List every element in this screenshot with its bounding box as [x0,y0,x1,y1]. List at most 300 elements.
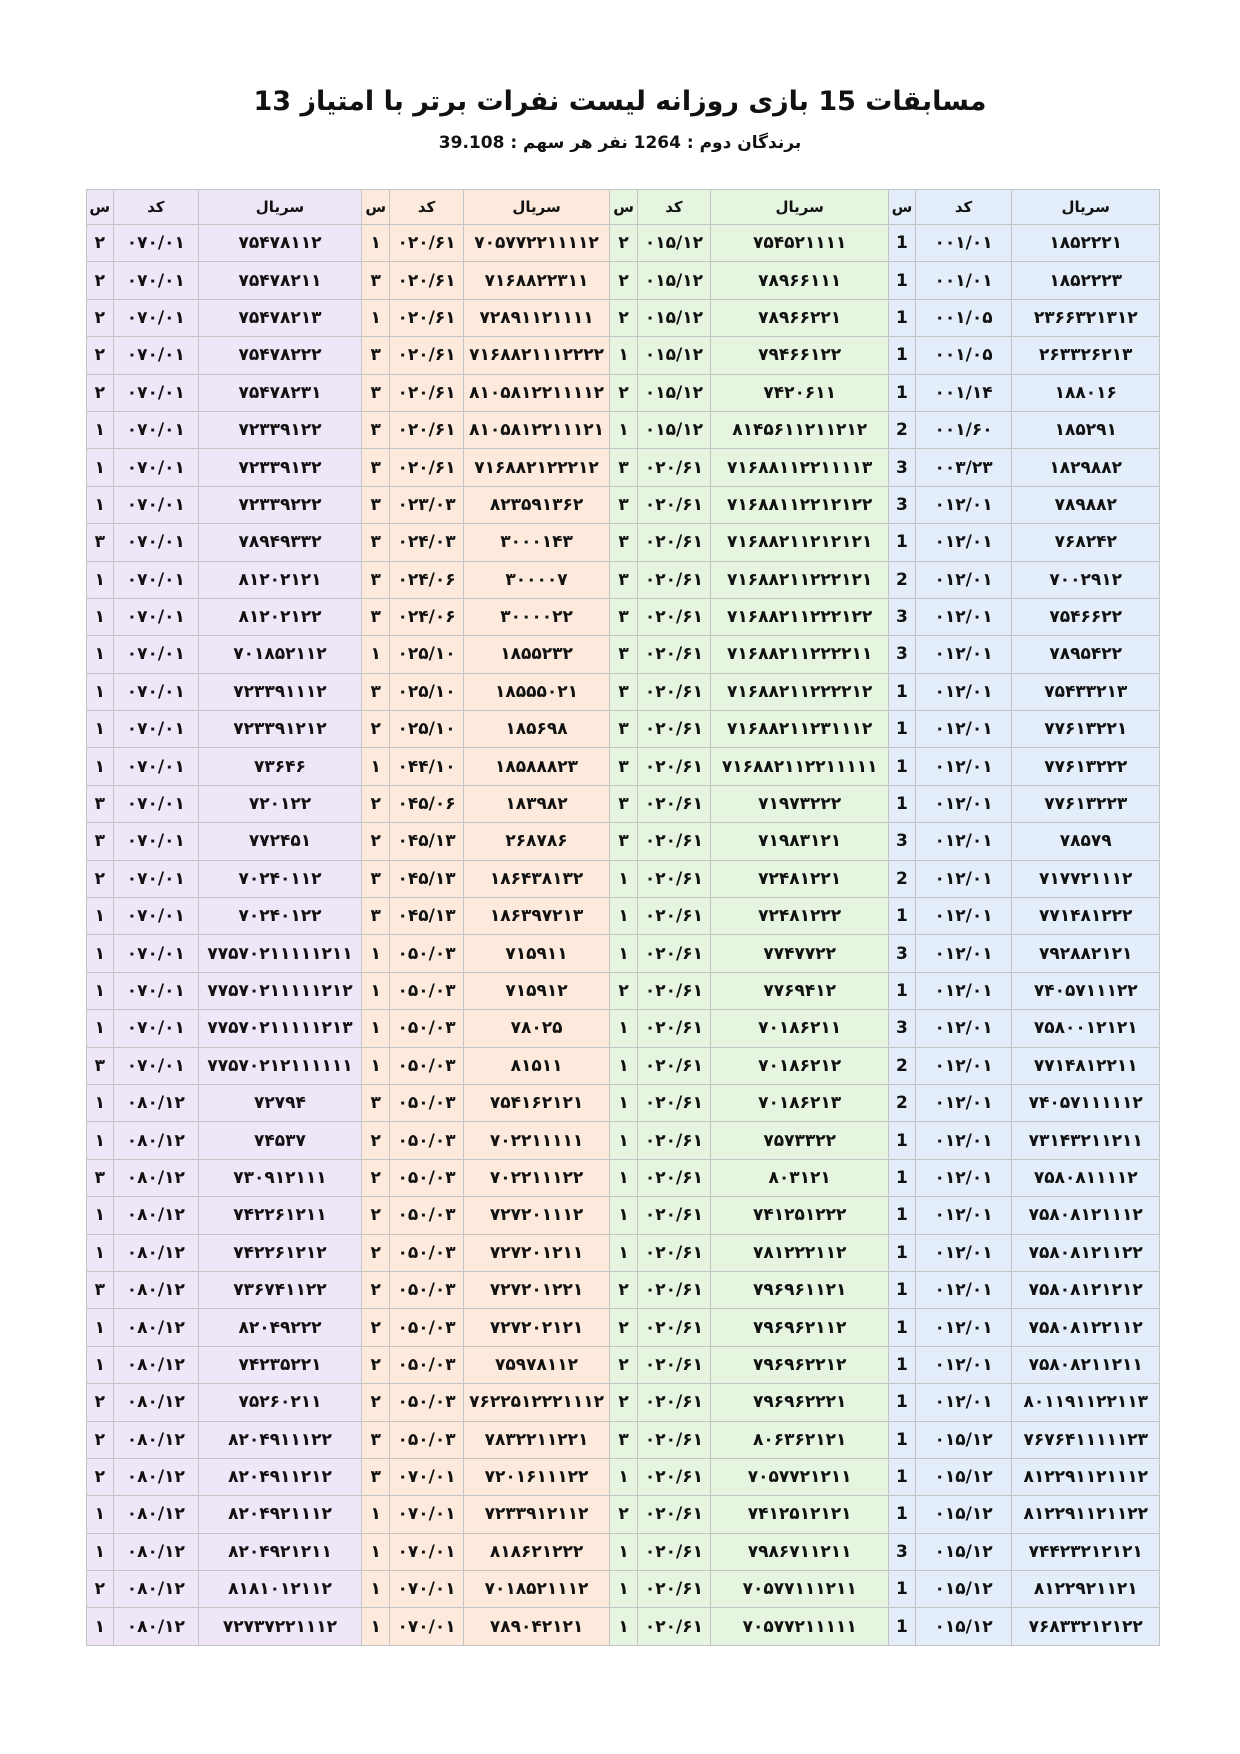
s-cell: 1 [889,524,915,561]
serial-cell: ۷۵۸۰۸۱۲۱۲۱۲ [1012,1271,1160,1308]
s-cell: ۲ [610,1271,637,1308]
header-s: س [361,190,390,225]
s-cell: ۳ [610,748,637,785]
code-cell: ۰۲۰/۶۱ [390,225,463,262]
s-cell: ۱ [87,935,114,972]
s-cell: ۳ [361,449,390,486]
s-cell: ۱ [610,1084,637,1121]
serial-cell: ۷۸۹۴۹۳۳۲ [199,524,362,561]
code-cell: ۰۲۴/۰۶ [390,598,463,635]
serial-cell: ۷۷۶۱۳۲۲۱ [1012,711,1160,748]
s-cell: ۱ [361,1608,390,1645]
code-cell: ۰۲۵/۱۰ [390,711,463,748]
s-cell: ۱ [87,972,114,1009]
code-cell: ۰۲۰/۶۱ [637,935,710,972]
s-cell: 1 [889,898,915,935]
code-cell: ۰۱۲/۰۱ [915,898,1012,935]
s-cell: ۲ [87,337,114,374]
header-code: کد [113,190,199,225]
s-cell: 1 [889,1608,915,1645]
s-cell: ۳ [610,449,637,486]
s-cell: ۱ [87,1010,114,1047]
s-cell: 3 [889,1010,915,1047]
table-row [87,524,1160,561]
serial-cell: ۷۲۷۲۰۱۲۱۱ [463,1234,610,1271]
serial-cell: ۷۴۰۵۷۱۱۱۱۱۲ [1012,1084,1160,1121]
serial-cell: ۷۹۶۹۶۲۱۱۲ [711,1309,889,1346]
s-cell: ۱ [87,1084,114,1121]
s-cell: 1 [889,299,915,336]
s-cell: ۲ [610,225,637,262]
code-cell: ۰۷۰/۰۱ [113,1047,199,1084]
serial-cell: ۷۸۹۶۶۱۱۱ [711,262,889,299]
s-cell: ۱ [610,1533,637,1570]
s-cell: ۱ [610,1159,637,1196]
s-cell: ۱ [87,1309,114,1346]
code-cell: ۰۴۴/۱۰ [390,748,463,785]
s-cell: ۳ [361,337,390,374]
serial-cell: ۷۹۶۹۶۲۲۲۱ [711,1384,889,1421]
table-row [87,1122,1160,1159]
serial-cell: ۷۹۴۶۶۱۲۲ [711,337,889,374]
code-cell: ۰۲۰/۶۱ [637,486,710,523]
s-cell: ۱ [361,636,390,673]
s-cell: ۳ [610,598,637,635]
serial-cell: ۷۵۸۰۸۲۱۱۲۱۱ [1012,1346,1160,1383]
header-serial: سریال [199,190,362,225]
serial-cell: ۱۸۲۹۸۸۲ [1012,449,1160,486]
s-cell: 1 [889,1271,915,1308]
s-cell: ۲ [361,1159,390,1196]
s-cell: ۳ [610,673,637,710]
s-cell: ۲ [87,1421,114,1458]
serial-cell: ۷۲۳۳۹۱۳۲ [199,449,362,486]
table-row [87,225,1160,262]
s-cell: 1 [889,785,915,822]
code-cell: ۰۱۲/۰۱ [915,598,1012,635]
s-cell: ۳ [610,561,637,598]
s-cell: 1 [889,1496,915,1533]
serial-cell: ۷۲۷۲۰۲۱۲۱ [463,1309,610,1346]
code-cell: ۰۱۵/۱۲ [637,299,710,336]
s-cell: ۱ [87,1533,114,1570]
s-cell: 1 [889,1122,915,1159]
serial-cell: ۷۱۶۸۸۲۱۱۲۲۲۱۲۲ [711,598,889,635]
code-cell: ۰۵۰/۰۳ [390,1159,463,1196]
serial-cell: ۷۲۷۲۰۱۲۲۱ [463,1271,610,1308]
serial-cell: ۷۴۲۰۶۱۱ [711,374,889,411]
code-cell: ۰۱۲/۰۱ [915,972,1012,1009]
code-cell: ۰۵۰/۰۳ [390,1346,463,1383]
s-cell: ۱ [87,561,114,598]
code-cell: ۰۲۰/۶۱ [637,1384,710,1421]
serial-cell: ۷۵۸۰۸۱۱۱۱۲ [1012,1159,1160,1196]
header-serial: سریال [1012,190,1160,225]
serial-cell: ۸۱۰۵۸۱۲۲۱۱۱۲۱ [463,411,610,448]
table-body [87,225,1160,1646]
serial-cell: ۷۳۶۴۶ [199,748,362,785]
serial-cell: ۷۵۸۰۸۱۲۱۱۲۲ [1012,1234,1160,1271]
serial-cell: ۸۲۰۴۹۲۱۱۱۲ [199,1496,362,1533]
s-cell: ۳ [610,1421,637,1458]
s-cell: 3 [889,636,915,673]
s-cell: ۱ [610,1458,637,1495]
s-cell: 3 [889,486,915,523]
serial-cell: ۷۰۲۲۱۱۱۱۱ [463,1122,610,1159]
serial-cell: ۷۰۵۷۷۲۱۲۱۱ [711,1458,889,1495]
code-cell: ۰۲۰/۶۱ [637,1159,710,1196]
serial-cell: ۷۸۵۷۹ [1012,823,1160,860]
code-cell: ۰۰۱/۰۵ [915,299,1012,336]
code-cell: ۰۰۱/۱۴ [915,374,1012,411]
s-cell: ۲ [361,711,390,748]
serial-cell: ۷۰۱۸۵۲۱۱۲ [199,636,362,673]
table-row [87,486,1160,523]
code-cell: ۰۱۲/۰۱ [915,785,1012,822]
s-cell: ۳ [361,1084,390,1121]
s-cell: ۳ [610,823,637,860]
table-row [87,299,1160,336]
code-cell: ۰۲۰/۶۱ [637,1496,710,1533]
s-cell: ۳ [361,486,390,523]
table-row [87,823,1160,860]
code-cell: ۰۷۰/۰۱ [113,262,199,299]
code-cell: ۰۷۰/۰۱ [113,711,199,748]
code-cell: ۰۸۰/۱۲ [113,1458,199,1495]
serial-cell: ۷۱۶۸۸۲۱۱۲۳۱۱۱۲ [711,711,889,748]
serial-cell: ۷۸۹۰۴۲۱۲۱ [463,1608,610,1645]
serial-cell: ۷۲۸۹۱۱۲۱۱۱۱ [463,299,610,336]
serial-cell: ۷۵۴۷۸۲۱۱ [199,262,362,299]
s-cell: 1 [889,1234,915,1271]
s-cell: ۱ [361,748,390,785]
code-cell: ۰۷۰/۰۱ [113,337,199,374]
s-cell: ۱ [87,711,114,748]
code-cell: ۰۷۰/۰۱ [390,1533,463,1570]
code-cell: ۰۲۰/۶۱ [637,1084,710,1121]
code-cell: ۰۲۰/۶۱ [637,711,710,748]
serial-cell: ۱۸۵۲۲۲۳ [1012,262,1160,299]
code-cell: ۰۱۲/۰۱ [915,1159,1012,1196]
s-cell: 1 [889,1309,915,1346]
code-cell: ۰۲۰/۶۱ [637,1122,710,1159]
code-cell: ۰۲۰/۶۱ [637,823,710,860]
serial-cell: ۸۰۳۱۲۱ [711,1159,889,1196]
code-cell: ۰۲۰/۶۱ [390,262,463,299]
s-cell: 3 [889,449,915,486]
code-cell: ۰۷۰/۰۱ [113,486,199,523]
table-row [87,1197,1160,1234]
header-row [87,190,1160,225]
s-cell: 1 [889,262,915,299]
code-cell: ۰۸۰/۱۲ [113,1496,199,1533]
table-row [87,860,1160,897]
table-row [87,748,1160,785]
s-cell: ۱ [87,1122,114,1159]
s-cell: 2 [889,860,915,897]
code-cell: ۰۱۵/۱۲ [915,1496,1012,1533]
s-cell: ۳ [361,1458,390,1495]
serial-cell: ۷۱۵۹۱۱ [463,935,610,972]
s-cell: ۳ [87,1047,114,1084]
serial-cell: ۷۱۶۸۸۲۱۱۲۲۲۲۱۲ [711,673,889,710]
code-cell: ۰۲۰/۶۱ [637,972,710,1009]
serial-cell: ۷۲۳۳۹۲۲۲ [199,486,362,523]
table-row [87,598,1160,635]
serial-cell: ۷۴۱۲۵۱۲۲۲ [711,1197,889,1234]
code-cell: ۰۵۰/۰۳ [390,1421,463,1458]
code-cell: ۰۸۰/۱۲ [113,1159,199,1196]
serial-cell: ۱۸۵۸۸۸۲۳ [463,748,610,785]
serial-cell: ۱۸۵۲۹۱ [1012,411,1160,448]
s-cell: ۳ [361,561,390,598]
table-row [87,1421,1160,1458]
serial-cell: ۷۷۲۴۵۱ [199,823,362,860]
code-cell: ۰۲۵/۱۰ [390,673,463,710]
serial-cell: ۸۲۳۵۹۱۳۶۲ [463,486,610,523]
serial-cell: ۷۹۶۹۶۱۱۲۱ [711,1271,889,1308]
page-title: مسابقات 15 بازی روزانه لیست نفرات برتر با امتیاز 13 [253,86,987,117]
serial-cell: ۷۴۲۲۶۱۲۱۲ [199,1234,362,1271]
table-row [87,1159,1160,1196]
s-cell: ۲ [361,1309,390,1346]
serial-cell: ۷۰۱۸۶۲۱۲ [711,1047,889,1084]
code-cell: ۰۵۰/۰۳ [390,1047,463,1084]
s-cell: ۳ [610,785,637,822]
code-cell: ۰۲۳/۰۳ [390,486,463,523]
table-row [87,449,1160,486]
code-cell: ۰۷۰/۰۱ [113,898,199,935]
serial-cell: ۸۱۸۱۰۱۲۱۱۲ [199,1571,362,1608]
code-cell: ۰۱۲/۰۱ [915,1346,1012,1383]
code-cell: ۰۲۰/۶۱ [637,1608,710,1645]
code-cell: ۰۴۵/۰۶ [390,785,463,822]
s-cell: ۳ [610,486,637,523]
code-cell: ۰۲۰/۶۱ [637,1346,710,1383]
code-cell: ۰۷۰/۰۱ [113,935,199,972]
serial-cell: ۷۷۵۷۰۲۱۱۱۱۱۲۱۱ [199,935,362,972]
header-s: س [87,190,114,225]
serial-cell: ۱۸۵۶۹۸ [463,711,610,748]
serial-cell: ۷۵۹۷۸۱۱۲ [463,1346,610,1383]
serial-cell: ۷۵۴۱۶۲۱۲۱ [463,1084,610,1121]
s-cell: ۱ [610,860,637,897]
code-cell: ۰۵۰/۰۳ [390,1271,463,1308]
header-code: کد [915,190,1012,225]
serial-cell: ۷۷۶۱۳۲۲۲ [1012,748,1160,785]
serial-cell: ۱۸۳۹۸۲ [463,785,610,822]
serial-cell: ۸۱۵۱۱ [463,1047,610,1084]
serial-cell: ۷۷۶۹۴۱۲ [711,972,889,1009]
serial-cell: ۷۰۵۷۷۲۲۱۱۱۱۲ [463,225,610,262]
serial-cell: ۷۰۲۴۰۱۲۲ [199,898,362,935]
serial-cell: ۷۲۴۸۱۲۲۲ [711,898,889,935]
s-cell: ۱ [87,1234,114,1271]
s-cell: ۲ [610,1384,637,1421]
code-cell: ۰۷۰/۰۱ [113,411,199,448]
code-cell: ۰۱۲/۰۱ [915,1234,1012,1271]
code-cell: ۰۷۰/۰۱ [113,299,199,336]
s-cell: 1 [889,1421,915,1458]
serial-cell: ۷۹۶۹۶۲۲۱۲ [711,1346,889,1383]
s-cell: ۲ [361,1234,390,1271]
code-cell: ۰۸۰/۱۲ [113,1346,199,1383]
serial-cell: ۸۱۲۲۹۱۱۲۱۱۱۲ [1012,1458,1160,1495]
s-cell: ۱ [87,449,114,486]
code-cell: ۰۱۲/۰۱ [915,561,1012,598]
table-row [87,561,1160,598]
code-cell: ۰۷۰/۰۱ [113,860,199,897]
s-cell: ۳ [87,524,114,561]
serial-cell: ۷۰۵۷۷۱۱۱۲۱۱ [711,1571,889,1608]
serial-cell: ۷۱۷۷۲۱۱۱۲ [1012,860,1160,897]
s-cell: ۱ [610,1010,637,1047]
serial-cell: ۷۵۲۶۰۲۱۱ [199,1384,362,1421]
code-cell: ۰۸۰/۱۲ [113,1571,199,1608]
s-cell: ۲ [87,262,114,299]
code-cell: ۰۷۰/۰۱ [113,972,199,1009]
code-cell: ۰۵۰/۰۳ [390,1309,463,1346]
code-cell: ۰۵۰/۰۳ [390,1197,463,1234]
code-cell: ۰۰۱/۰۱ [915,225,1012,262]
serial-cell: ۸۱۲۲۹۱۱۲۱۱۲۲ [1012,1496,1160,1533]
serial-cell: ۷۷۱۴۸۱۲۲۱۱ [1012,1047,1160,1084]
code-cell: ۰۱۵/۱۲ [637,374,710,411]
serial-cell: ۸۱۴۵۶۱۱۲۱۱۲۱۲ [711,411,889,448]
table-row [87,972,1160,1009]
table-row [87,1533,1160,1570]
code-cell: ۰۷۰/۰۱ [113,374,199,411]
s-cell: 1 [889,673,915,710]
s-cell: ۱ [87,486,114,523]
code-cell: ۰۷۰/۰۱ [113,449,199,486]
code-cell: ۰۲۰/۶۱ [637,673,710,710]
s-cell: ۲ [87,1458,114,1495]
table-row [87,1309,1160,1346]
code-cell: ۰۷۰/۰۱ [390,1496,463,1533]
s-cell: ۳ [361,860,390,897]
serial-cell: ۷۱۹۸۳۱۲۱ [711,823,889,860]
s-cell: ۲ [610,262,637,299]
table-row [87,411,1160,448]
serial-cell: ۸۲۰۴۹۲۲۲ [199,1309,362,1346]
s-cell: ۲ [87,225,114,262]
s-cell: ۱ [361,225,390,262]
code-cell: ۰۵۰/۰۳ [390,1084,463,1121]
code-cell: ۰۷۰/۰۱ [390,1608,463,1645]
serial-cell: ۸۱۲۲۹۲۱۱۲۱ [1012,1571,1160,1608]
s-cell: ۲ [87,1571,114,1608]
s-cell: ۱ [87,673,114,710]
table-row [87,1608,1160,1645]
s-cell: 1 [889,1384,915,1421]
s-cell: ۱ [610,1608,637,1645]
table-row [87,1010,1160,1047]
s-cell: 1 [889,711,915,748]
code-cell: ۰۲۰/۶۱ [637,748,710,785]
serial-cell: ۷۵۴۷۸۱۱۲ [199,225,362,262]
serial-cell: ۸۱۸۶۲۱۲۲۲ [463,1533,610,1570]
serial-cell: ۷۸۱۲۲۲۱۱۲ [711,1234,889,1271]
header-code: کد [390,190,463,225]
code-cell: ۰۷۰/۰۱ [113,225,199,262]
code-cell: ۰۱۲/۰۱ [915,748,1012,785]
code-cell: ۰۱۲/۰۱ [915,1271,1012,1308]
s-cell: 1 [889,1571,915,1608]
code-cell: ۰۲۰/۶۱ [637,1458,710,1495]
code-cell: ۰۸۰/۱۲ [113,1197,199,1234]
table-row [87,1234,1160,1271]
serial-cell: ۷۴۵۳۷ [199,1122,362,1159]
table-row [87,1384,1160,1421]
code-cell: ۰۲۰/۶۱ [637,598,710,635]
serial-cell: ۷۲۳۳۹۱۲۱۲ [199,711,362,748]
code-cell: ۰۲۰/۶۱ [637,1309,710,1346]
code-cell: ۰۲۰/۶۱ [637,636,710,673]
serial-cell: ۷۸۹۸۸۲ [1012,486,1160,523]
code-cell: ۰۷۰/۰۱ [390,1458,463,1495]
serial-cell: ۷۸۳۲۲۱۱۲۲۱ [463,1421,610,1458]
s-cell: 1 [889,748,915,785]
table-row [87,785,1160,822]
code-cell: ۰۱۲/۰۱ [915,636,1012,673]
code-cell: ۰۰۳/۲۳ [915,449,1012,486]
s-cell: 1 [889,225,915,262]
header-serial: سریال [711,190,889,225]
s-cell: ۱ [87,598,114,635]
serial-cell: ۷۱۶۸۸۲۱۱۲۲۲۲۱۱ [711,636,889,673]
serial-cell: ۷۷۱۴۸۱۲۲۲ [1012,898,1160,935]
serial-cell: ۷۶۲۲۵۱۲۲۲۱۱۱۲ [463,1384,610,1421]
serial-cell: ۸۱۲۰۲۱۲۱ [199,561,362,598]
serial-cell: ۷۴۰۵۷۱۱۱۲۲ [1012,972,1160,1009]
serial-cell: ۲۶۳۳۲۶۲۱۳ [1012,337,1160,374]
serial-cell: ۳۰۰۰۰۷ [463,561,610,598]
s-cell: ۳ [87,785,114,822]
code-cell: ۰۸۰/۱۲ [113,1533,199,1570]
header-s: س [610,190,637,225]
serial-cell: ۷۵۸۰۸۱۲۲۱۱۲ [1012,1309,1160,1346]
code-cell: ۰۲۰/۶۱ [390,337,463,374]
serial-cell: ۷۵۴۷۸۲۳۱ [199,374,362,411]
serial-cell: ۷۷۴۷۷۲۲ [711,935,889,972]
s-cell: ۱ [87,898,114,935]
code-cell: ۰۲۰/۶۱ [637,1271,710,1308]
code-cell: ۰۷۰/۰۱ [390,1571,463,1608]
header-code: کد [637,190,710,225]
serial-cell: ۷۵۴۳۳۲۱۳ [1012,673,1160,710]
code-cell: ۰۷۰/۰۱ [113,673,199,710]
code-cell: ۰۱۲/۰۱ [915,1047,1012,1084]
serial-cell: ۷۱۶۸۸۲۱۲۲۲۱۲ [463,449,610,486]
s-cell: ۲ [361,1384,390,1421]
s-cell: ۱ [610,1047,637,1084]
code-cell: ۰۴۵/۱۳ [390,823,463,860]
s-cell: ۳ [87,1159,114,1196]
serial-cell: ۷۱۹۷۳۲۲۲ [711,785,889,822]
code-cell: ۰۱۲/۰۱ [915,1122,1012,1159]
s-cell: ۱ [87,636,114,673]
serial-cell: ۷۴۲۳۵۲۲۱ [199,1346,362,1383]
code-cell: ۰۵۰/۰۳ [390,1234,463,1271]
serial-cell: ۷۱۶۸۸۲۱۱۲۱۲۱۲۱ [711,524,889,561]
serial-cell: ۷۱۶۸۸۲۱۱۲۲۲۱۲۱ [711,561,889,598]
serial-cell: ۱۸۵۲۲۲۱ [1012,225,1160,262]
code-cell: ۰۸۰/۱۲ [113,1384,199,1421]
code-cell: ۰۴۵/۱۳ [390,860,463,897]
serial-cell: ۷۶۷۶۴۱۱۱۱۱۲۳ [1012,1421,1160,1458]
code-cell: ۰۱۵/۱۲ [915,1458,1012,1495]
